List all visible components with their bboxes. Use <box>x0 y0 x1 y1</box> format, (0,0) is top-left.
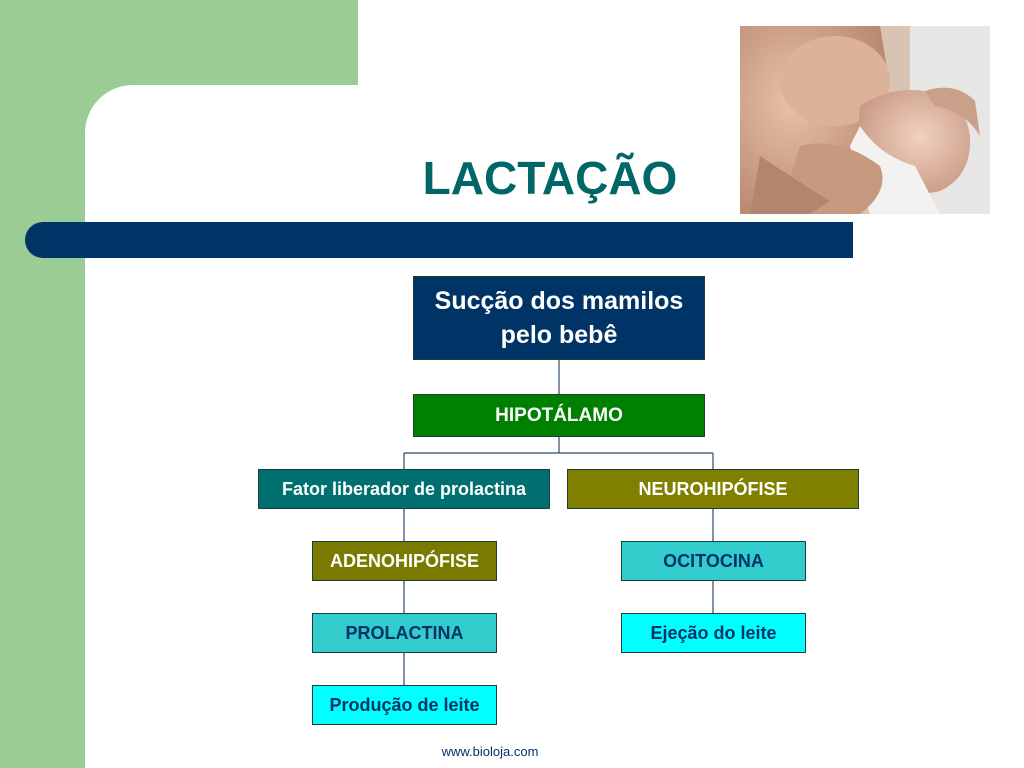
node-hypothalamus-label: HIPOTÁLAMO <box>495 404 623 426</box>
node-milk-production-label: Produção de leite <box>329 694 480 715</box>
node-milk-ejection-label: Ejeção do leite <box>650 622 777 643</box>
node-neurohypophysis <box>567 469 859 509</box>
node-oxytocin-label: OCITOCINA <box>663 550 764 571</box>
node-milk-production <box>312 685 497 725</box>
node-neurohypophysis-label: NEUROHIPÓFISE <box>638 478 788 499</box>
node-nipple-suction <box>413 276 705 360</box>
node-prolactin <box>312 613 497 653</box>
node-oxytocin <box>621 541 806 581</box>
slide-title: LACTAÇÃO <box>422 152 678 204</box>
node-hypothalamus <box>413 394 705 437</box>
node-prolactin-releasing-factor-label: Fator liberador de prolactina <box>281 478 527 499</box>
node-adenohypophysis-label: ADENOHIPÓFISE <box>329 550 480 571</box>
node-milk-ejection <box>621 613 806 653</box>
footer-url: www.bioloja.com <box>441 744 539 759</box>
node-prolactin-label: PROLACTINA <box>345 622 464 643</box>
node-prolactin-releasing-factor <box>258 469 550 509</box>
node-adenohypophysis <box>312 541 497 581</box>
node-nipple-suction-label: Sucção dos mamilos pelo bebê <box>434 287 684 349</box>
